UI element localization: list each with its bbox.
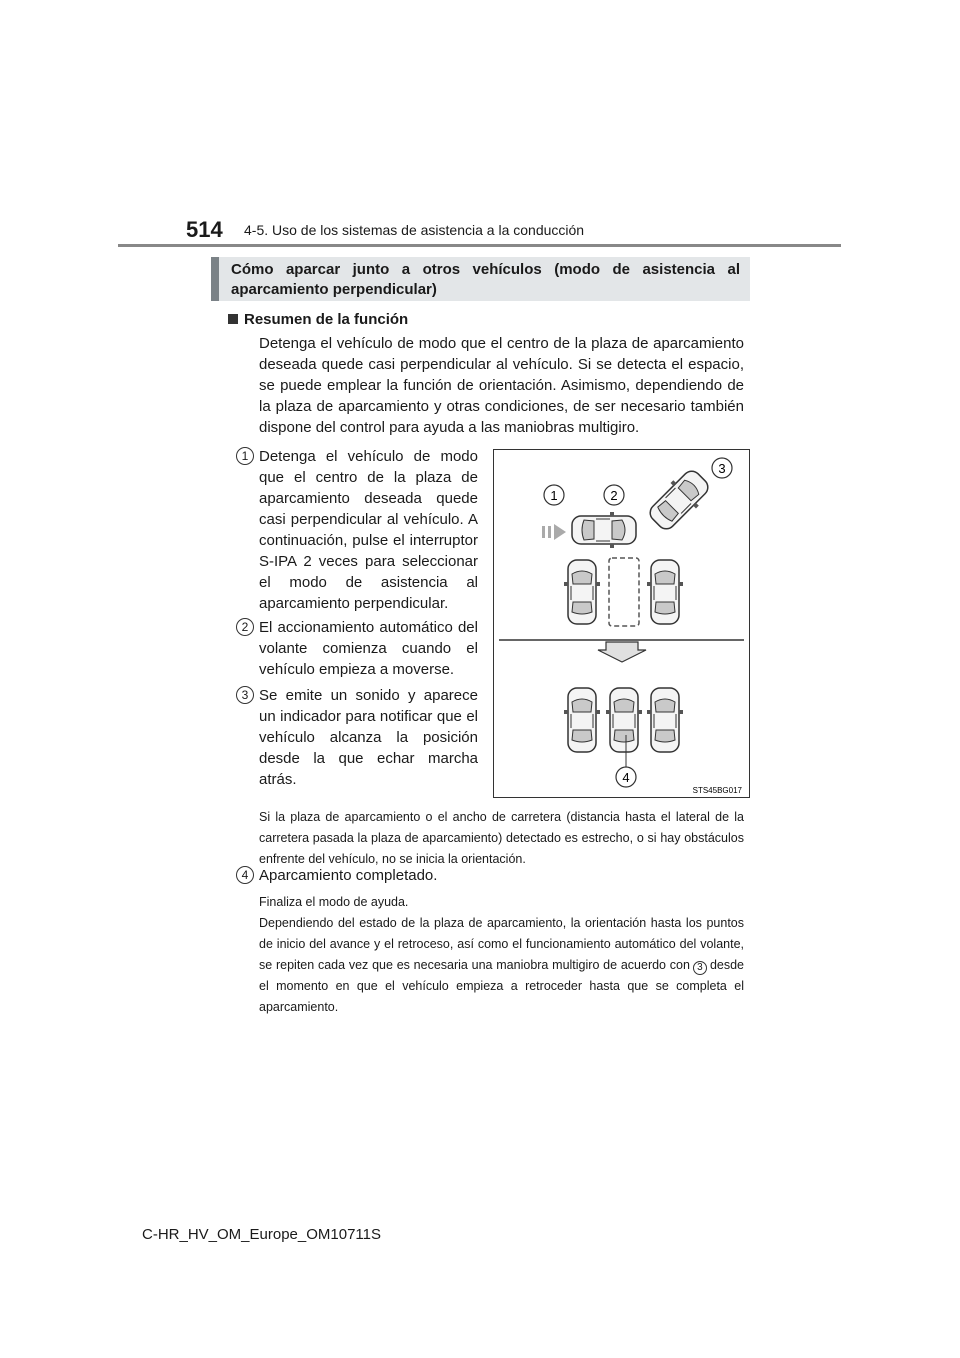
step-3-text: Se emite un sonido y aparece un indicador para notificar que el vehículo alcanza la posición desde la que echar marcha atrás. <box>259 687 478 788</box>
step-ref-3: 3 <box>693 961 707 975</box>
square-bullet-icon <box>228 314 238 324</box>
parking-diagram <box>493 449 750 798</box>
step-3-number: 3 <box>236 686 254 704</box>
header-divider <box>118 244 841 247</box>
parked-car <box>647 560 683 624</box>
parked-car <box>647 688 683 752</box>
direction-arrow-icon <box>542 524 566 540</box>
step-2-number: 2 <box>236 618 254 636</box>
step-4-note-line2 <box>259 913 744 1018</box>
page-number: 514 <box>186 217 223 242</box>
svg-text:2: 2 <box>610 488 618 503</box>
step-4-text: Aparcamiento completado. <box>259 867 438 884</box>
callout-2 <box>604 485 624 505</box>
step-4-note-text-b: desde el momento en que el vehículo empieza a retroceder hasta que se completa el aparcamiento. <box>259 958 744 1014</box>
step-2-text: El accionamiento automático del volante comienza cuando el vehículo empieza a moverse. <box>259 619 478 678</box>
parked-car <box>564 688 600 752</box>
target-parking-space <box>609 558 639 626</box>
section-title: 4-5. Uso de los sistemas de asistencia a la conducción <box>244 222 585 238</box>
callout-3 <box>712 458 732 478</box>
callout-4 <box>616 767 636 787</box>
down-arrow-icon <box>598 642 646 662</box>
section-heading: Cómo aparcar junto a otros vehículos (modo de asistencia al aparcamiento perpendicular) <box>211 257 750 301</box>
step-4-note-line1: Finaliza el modo de ayuda. <box>259 895 409 909</box>
step-1-text: Detenga el vehículo de modo que el centro de la plaza de aparcamiento deseada quede casi perpendicular al vehículo. A continuación, pulse el interruptor S-IPA 2 veces para seleccionar el modo de asistencia al aparcamiento perpendicular. <box>259 448 478 612</box>
svg-text:1: 1 <box>550 488 558 503</box>
document-id: C-HR_HV_OM_Europe_OM10711S <box>142 1226 381 1243</box>
step-4-number: 4 <box>236 866 254 884</box>
step-4-note <box>259 892 744 1018</box>
figure-code: STS45BG017 <box>692 786 742 795</box>
car-position-3 <box>644 465 715 536</box>
step-3-note: Si la plaza de aparcamiento o el ancho de carretera (distancia hasta el lateral de la carretera pasada la plaza de aparcamiento) detectado es estrecho, o si hay obstáculos enfrente del vehículo, no se inicia la orientación. <box>259 810 744 866</box>
step-4-note-text-a: Dependiendo del estado de la plaza de aparcamiento, la orientación hasta los puntos de inicio del avance y el retroceso, así como el funcionamiento automático del volante, se repiten cada vez que es necesaria una maniobra multigiro de acuerdo con <box>259 916 744 972</box>
svg-text:3: 3 <box>718 461 726 476</box>
intro-paragraph: Detenga el vehículo de modo que el centro de la plaza de aparcamiento deseada quede casi perpendicular al vehículo. Si se detecta el espacio, se puede emplear la función de orientación. Asimismo, dependiendo de la plaza de aparcamiento y otras condiciones, de ser necesario también dispone del control para ayuda a las maniobras multigiro. <box>259 335 744 436</box>
step-1-number: 1 <box>236 447 254 465</box>
car-parked-final <box>606 688 642 752</box>
car-position-1 <box>572 512 636 548</box>
parked-car <box>564 560 600 624</box>
subheading-label: Resumen de la función <box>244 311 409 328</box>
subheading <box>228 311 408 328</box>
parking-illustration <box>494 450 749 797</box>
svg-text:4: 4 <box>622 770 630 785</box>
callout-1 <box>544 485 564 505</box>
